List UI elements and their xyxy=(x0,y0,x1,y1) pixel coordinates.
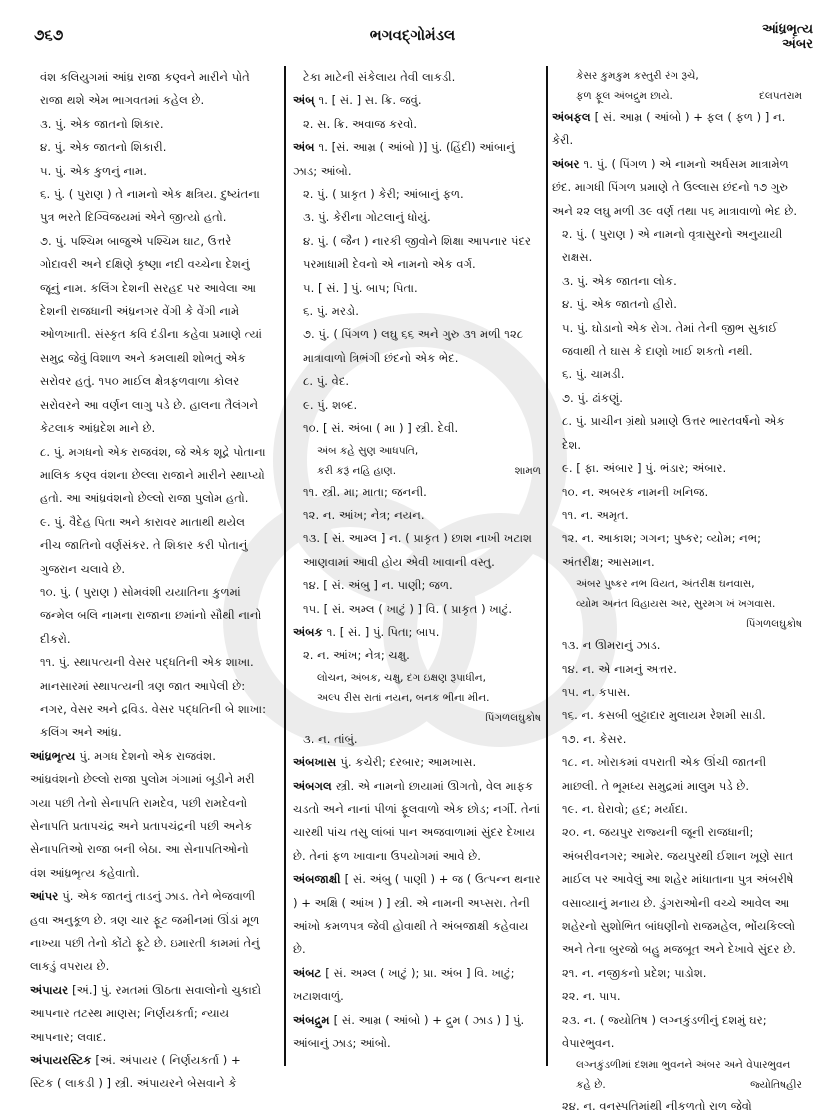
dictionary-entry xyxy=(293,962,541,1009)
sense-item: ૯. [ ફા. અંબાર ] પું. ભંડાર; અંબાર. xyxy=(562,461,727,476)
sense-item: ૯. પું. શબ્દ. xyxy=(303,397,358,412)
quotation-text: અલ્પ રીસ રાતાં નયન, બનક ભીના મીન. xyxy=(317,691,490,704)
column-3 xyxy=(552,66,802,1119)
sense-item: ૪. પું. ( જૈન ) નારકી જીવોને શિક્ષા આપનાર પંદર પરમાધામી દેવનો એ નામનો એક વર્ગ. xyxy=(303,233,531,272)
headword: આંપર xyxy=(30,889,59,904)
definition-text: ૧. [સં. આમ્ર ( આંબો )] પું. (હિંદી) આંબાનું ઝાડ; આંબો. xyxy=(293,140,515,178)
sense-item: ૧૯. ન. ઘેરાવો; હદ; મર્યાદા. xyxy=(562,801,688,816)
sense-item: ૭. પું. પશ્ચિમ બાજુએ પશ્ચિમ ઘાટ, ઉત્તરે ગોદાવરી અને દક્ષિણે કૃષ્ણા નદી વચ્ચેના દેશનું જૂનું નામ. કલિંગ દેશની સરહદ પર આવેલા આ દેશની રાજધાની અંધ્રનગર વેંગી કે વેંગી નામે ઓળખાતી. સંસ્કૃત કવિ દંડીના કહેવા પ્રમાણે ત્યાં સમુદ્ર જેવું વિશાળ અને કમલાથી શોભતું એક સરોવર હતું. ૧૫૦ માઈલ ક્ષેત્રફળવાળા કોલર સરોવરને આ વર્ણન લાગુ પડે છે. હાલના તૈલંગને કેટલાક આંધ્રદેશ માને છે. xyxy=(40,233,262,436)
definition-text: પું. મગધ દેશનો એક રાજવંશ. આંધ્રવંશનો છેલ્લો રાજા પુલોમ ગંગામાં બૂડીને મરી ગયા પછી તેનો સેનાપતિ રામદેવ, પછી રામદેવનો સેનાપતિ પ્રતાપચંદ્ર અને પ્રતાપચંદ્રની પછી અનેક સેનાપતિઓ રાજા બની બેઠા. આ સેનાપતિઓનો વંશ આંધ્રભૃત્ય કહેવાતો. xyxy=(30,748,255,880)
sense-item: ૬. પું. ( પુરાણ ) તે નામનો એક ક્ષત્રિય. દુષ્યંતના પુત્ર ભરતે દિગ્વિજયમાં એને જીત્યો હતો. xyxy=(40,187,260,225)
dictionary-entry xyxy=(30,979,266,1049)
headword: અંબજાક્ષી xyxy=(293,872,341,887)
quotation xyxy=(552,594,802,614)
sense-item: ૧૦. [ સં. અંબા ( મા ) ] સ્ત્રી. દેવી. xyxy=(303,421,459,436)
sense-item: ૮. પું. વેદ. xyxy=(303,374,350,389)
sense-item: ૩. પું. કેરીના ગોટલાનું ધોયું. xyxy=(303,210,431,225)
sense-item: ૮. પું. મગધનો એક રાજવંશ, જે એક શૂદ્રે પોતાના માલિક કણ્વ વંશના છેલ્લા રાજાને મારીને સ્થાપ્યો હતો. આ આંધ્રવંશનો છેલ્લો રાજા પુલોમ હતો. xyxy=(40,444,266,506)
definition-text: [ સં. આમ્ર ( આંબો ) + દ્રુમ ( ઝાડ ) ] પું. આંબાનું ઝાડ; આંબો. xyxy=(293,1012,525,1051)
sense-item: ૫. [ સં. ] પું. બાપ; પિતા. xyxy=(303,280,418,295)
sense-item: ૩. પું. એક જાતના લોક. xyxy=(562,273,677,288)
dictionary-entry xyxy=(30,1049,266,1096)
book-title: ભગવદ્ગોમંડલ xyxy=(369,26,456,44)
sense-item: ૧૨. ન. આકાશ; ગગન; પુષ્કર; વ્યોમ; નભ; અંતરીક્ષ; આસમાન. xyxy=(562,531,762,569)
sense-item: ૧૧. ન. અમૃત. xyxy=(562,507,629,522)
quotation xyxy=(293,668,541,688)
definition-text: [અં.] પું. રમતમાં ઊઠતા સવાલોનો ચુકાદો આપનાર તટસ્થ માણસ; નિર્ણયકર્તા; ન્યાય આપનાર; લવાદ. xyxy=(30,982,262,1044)
dictionary-entry xyxy=(293,136,541,183)
definition-text: [ સં. આમ્ર ( આંબો ) + ફલ ( ફળ ) ] ન. કેરી. xyxy=(552,110,786,148)
citation-source: શામળ xyxy=(514,464,541,477)
definition-text: પું. એક જાતનું તાડનું ઝાડ. તેને ભેજવાળી હવા અનુકૂળ છે. ત્રણ ચાર ફૂટ જમીનમાં ઊંડાં મૂળ નાખ્યા પછી તેનો કોંટો ફૂટે છે. ઇમારતી કામમાં તેનું લાકડું વપરાય છે. xyxy=(30,889,260,974)
sense-item: ૩. ન. તાંબું. xyxy=(303,731,358,746)
quotation xyxy=(293,441,541,461)
quotation-text: વ્યોમ અનંત વિહાયસ અર, સુરમગ ખં ખગવાસ. xyxy=(576,598,776,611)
sense-item: ૧૦. ન. અબરક નામની ખનિજ. xyxy=(562,484,709,499)
continued-text: વંશ કલિયુગમાં આંધ્ર રાજા કણ્વને મારીને પોતે રાજા થશે એમ ભાગવતમાં કહેલ છે. xyxy=(40,70,250,108)
dictionary-entry xyxy=(293,621,541,644)
quotation xyxy=(293,688,541,708)
headword: અંપાયર xyxy=(30,982,69,997)
sense-item: ૧૭. ન. કેસર. xyxy=(562,731,627,746)
headword: અંબક xyxy=(293,624,323,639)
headword: અંબખાસ xyxy=(293,755,337,770)
definition-text: [ સં. અમ્લ ( ખાટું ); પ્રા. અંબ ] વિ. ખાટું; ખટાશવાળું. xyxy=(293,965,515,1004)
quotation-text: ફળ ફૂલ અંબદ્રુમ છાયે. xyxy=(576,90,673,102)
sense-item: ૨૪. ન. વનસ્પતિમાંથી નીકળતો રાળ જેવો xyxy=(562,1099,752,1114)
quotation-text: કેસર કુમકુમ કસ્તુરી રંગ રૂચે, xyxy=(576,70,699,82)
citation-source: પિંગળલઘુકોષ xyxy=(485,711,541,724)
headword: અંબગલ xyxy=(293,778,332,793)
headword: અંબટ xyxy=(293,965,322,980)
guide-word-last: અંબર xyxy=(782,37,813,52)
sense-item: ૧૦. પું. ( પુરાણ ) સોમવંશી યયાતિના કુળમાં જન્મેલ બલિ નામના રાજાના છમાંનો સૌથી નાનો દીકરો. xyxy=(40,584,262,646)
dictionary-entry xyxy=(552,153,802,223)
definition-text: સ્ત્રી. એ નામનો છાયામાં ઊગતો, વેલ માફક ચડતો અને નાનાં પીળાં ફૂલવાળો એક છોડ; નર્ગી. તેનાં ચારથી પાંચ તસુ લાંબાં પાન અજવાળામાં સુંદર દેખાય છે. તેનાં ફળ ખાવાના ઉપયોગમાં આવે છે. xyxy=(293,778,541,863)
quotation-text: અંબ કહે સુણ આધપતિ, xyxy=(317,444,419,457)
dictionary-entry xyxy=(293,89,541,112)
sense-item: ૨૦. ન. જયપુર રાજ્યની જૂની રાજધાની; અંબરીવનગર; આમેર. જયપુરથી ઈશાન ખૂણે સાત માઈલ પર આવેલું આ શહેર માંધાતાના પુત્ર અંબરીષે વસાવ્યાનું મનાય છે. ડુંગરાઓની વચ્ચે આવેલ આ શહેરનો સુશોભિત બાંધણીનો રાજમહેલ, ભોંયકિલ્લો અને તેના બુરજો બહુ મજબૂત અને દેખાવે સુંદર છે. xyxy=(562,825,796,957)
quotation xyxy=(552,574,802,594)
quotation xyxy=(552,66,802,86)
sense-item: ૧૫. ન. કપાસ. xyxy=(562,684,631,699)
sense-item: ૧૪. ન. એ નામનું અત્તર. xyxy=(562,661,677,676)
definition-text: [અં. અંપાયર ( નિર્ણયકર્તા ) + સ્ટિક ( લાકડી ) ] સ્ત્રી. અંપાયરને બેસવાને કે xyxy=(30,1053,241,1091)
continued-text: ટેકા માટેની સંકેલાય તેવી લાકડી. xyxy=(303,70,456,84)
sense-item: ૨૩. ન. ( જ્યોતિષ ) લગ્નકુંડળીનું દશમું ઘર; વેપારભુવન. xyxy=(562,1012,767,1051)
headword: અંબદ્રુમ xyxy=(293,1012,330,1027)
sense-item: ૧૧. સ્ત્રી. મા; માતા; જનની. xyxy=(303,484,427,499)
dictionary-entry xyxy=(30,745,266,885)
quotation xyxy=(552,1055,802,1095)
sense-item: ૨. પું. ( પ્રાકૃત ) કેરી; આંબાનું ફળ. xyxy=(303,187,464,202)
quotation-text: કરી કરૂં નહિ હાણ. xyxy=(317,464,397,477)
definition-text: ૧. પું. ( પિંગળ ) એ નામનો અર્ધસમ માત્રામેળ છંદ. માગધી પિંગળ પ્રમાણે તે ઉલ્લાસ છંદનો ૧૭ ગુરુ અને ૨૨ લઘુ મળી ૩૯ વર્ણ તથા ૫૬ માત્રાવાળો ભેદ છે. xyxy=(552,156,798,218)
dictionary-entry xyxy=(552,106,802,153)
sense-item: ૮. પું. પ્રાચીન ગ્રંથો પ્રમાણે ઉત્તર ભારતવર્ષનો એક દેશ. xyxy=(562,414,785,452)
sense-item: ૧૨. ન. આંખ; નેત્ર; નયન. xyxy=(303,507,425,522)
sense-item: ૩. પું. એક જાતનો શિકાર. xyxy=(40,116,164,131)
quotation-text: લોચન, અંબક, ચક્ષુ, દગ ઇક્ષણ રૂપાધીન, xyxy=(317,671,486,684)
headword: અંબ xyxy=(293,140,315,155)
dictionary-entry xyxy=(30,885,266,979)
citation-source: પિંગળલઘુકોષ xyxy=(746,618,802,631)
sense-item: ૬. પું. મરડો. xyxy=(303,304,359,319)
quotation xyxy=(293,461,541,481)
headword: અંબર xyxy=(552,156,580,171)
sense-item: ૧૬. ન. કસબી બુટ્ટાદાર મુલાયમ રેશમી સાડી. xyxy=(562,708,766,723)
quotation xyxy=(552,86,802,106)
dictionary-entry xyxy=(293,775,541,869)
sense-item: ૧૧. પું. સ્થાપત્યની વેસર પદ્ધતિની એક શાખા. માનસારમાં સ્થાપત્યની ત્રણ જાત આપેલી છે: નગર, વેસર અને દ્રવિડ. વેસર પદ્ધતિની બે શાખા: કલિંગ અને આંધ્ર. xyxy=(40,655,266,740)
sense-item: ૧૪. [ સં. અંબુ ] ન. પાણી; જળ. xyxy=(303,578,453,593)
sense-item: ૧૩. ન ઊમરાનું ઝાડ. xyxy=(562,638,661,653)
column-2 xyxy=(293,66,541,1055)
dictionary-entry xyxy=(293,868,541,962)
sense-item: ૫. પું. એક કુળનું નામ. xyxy=(40,163,147,178)
sense-item: ૨. સ. ક્રિ. અવાજ કરવો. xyxy=(303,116,418,131)
page-number: ૭૬૭ xyxy=(34,26,64,44)
sense-item: ૨૧. ન. નજીકનો પ્રદેશ; પાડોશ. xyxy=(562,965,707,980)
quotation-text: લગ્નકુંડળીમાં દશમા ભુવનને અંબર અને વેપારભુવન કહે છે. xyxy=(576,1059,791,1092)
sense-item: ૬. પું. ચામડી. xyxy=(562,367,625,382)
definition-text: પું. કચેરી; દરબાર; આમખાસ. xyxy=(340,755,477,770)
sense-item: ૨૨. ન. પાપ. xyxy=(562,989,621,1004)
sense-item: ૪. પું. એક જાતનો હીરો. xyxy=(562,297,677,312)
dictionary-entry xyxy=(293,1009,541,1056)
sense-item: ૪. પું. એક જાતનો શિકારી. xyxy=(40,140,167,155)
sense-item: ૯. પું. વૈદેહ પિતા અને કારાવર માતાથી થયેલ નીચ જાતિનો વર્ણસંકર. તે શિકાર કરી પોતાનું ગુજરાન ચલાવે છે. xyxy=(40,514,248,576)
headword: અંપાયરસ્ટિક xyxy=(30,1053,92,1068)
citation-source: દલપતરામ xyxy=(759,90,802,102)
guide-word-first: આંધ્રભૃત્ય xyxy=(762,22,813,37)
definition-text: [ સં. અંબુ ( પાણી ) + જ ( ઉત્પન્ન થનાર ) + અક્ષિ ( આંખ ) ] સ્ત્રી. એ નામની અપ્સરા. તેની આંખો કમળપત્ર જેવી હોવાથી તે અંબજાક્ષી કહેવાય છે. xyxy=(293,872,541,957)
column-1 xyxy=(30,66,266,1096)
headword: અંબફલ xyxy=(552,110,591,124)
sense-item: ૫. પું. ઘોડાનો એક રોગ. તેમાં તેની જીભ સુકાઈ જવાથી તે ઘાસ કે દાણો ખાઈ શકતો નથી. xyxy=(562,320,778,359)
dictionary-entry xyxy=(293,751,541,774)
guide-words xyxy=(762,22,813,52)
sense-item: ૧૮. ન. ખોરાકમાં વપરાતી એક ઊંચી જાતની માછલી. તે ભૂમધ્ય સમુદ્રમાં માલુમ પડે છે. xyxy=(562,755,767,793)
definition-text: ૧. [ સં. ] સ. ક્રિ. જવું. xyxy=(318,93,422,108)
citation-source: જ્યોતિષહીર xyxy=(750,1079,802,1092)
dictionary-columns xyxy=(0,66,825,1114)
definition-text: ૧. [ સં. ] પું. પિતા; બાપ. xyxy=(326,624,440,639)
quotation-text: અંબર પુષ્કર નભ વિયત, અંતરીક્ષ ઘનવાસ, xyxy=(576,578,755,591)
sense-item: ૧૩. [ સં. આમ્લ ] ન. ( પ્રાકૃત ) છાશ નાખી ખટાશ આણવામાં આવી હોય એવી ખાવાની વસ્તુ. xyxy=(303,531,532,569)
headword: અંબ્ xyxy=(293,93,315,108)
sense-item: ૨. ન. આંખ; નેત્ર; ચક્ષુ. xyxy=(303,648,410,663)
sense-item: ૨. પું. ( પુરાણ ) એ નામનો વૃત્રાસુરનો અનુયાયી રાક્ષસ. xyxy=(562,227,783,265)
headword: આંધ્રભૃત્ય xyxy=(30,748,76,763)
sense-item: ૧૫. [ સં. અમ્લ ( ખાટું ) ] વિ. ( પ્રાકૃત ) ખાટું. xyxy=(303,601,513,616)
sense-item: ૭. પું. ઢાંકણું. xyxy=(562,390,623,405)
page-header xyxy=(0,0,825,56)
sense-item: ૭. પું. ( પિંગળ ) લઘુ ૬૬ અને ગુરુ ૩૧ મળી ૧૨૮ માત્રાવાળો ત્રિભંગી છંદનો એક ભેદ. xyxy=(303,327,524,365)
